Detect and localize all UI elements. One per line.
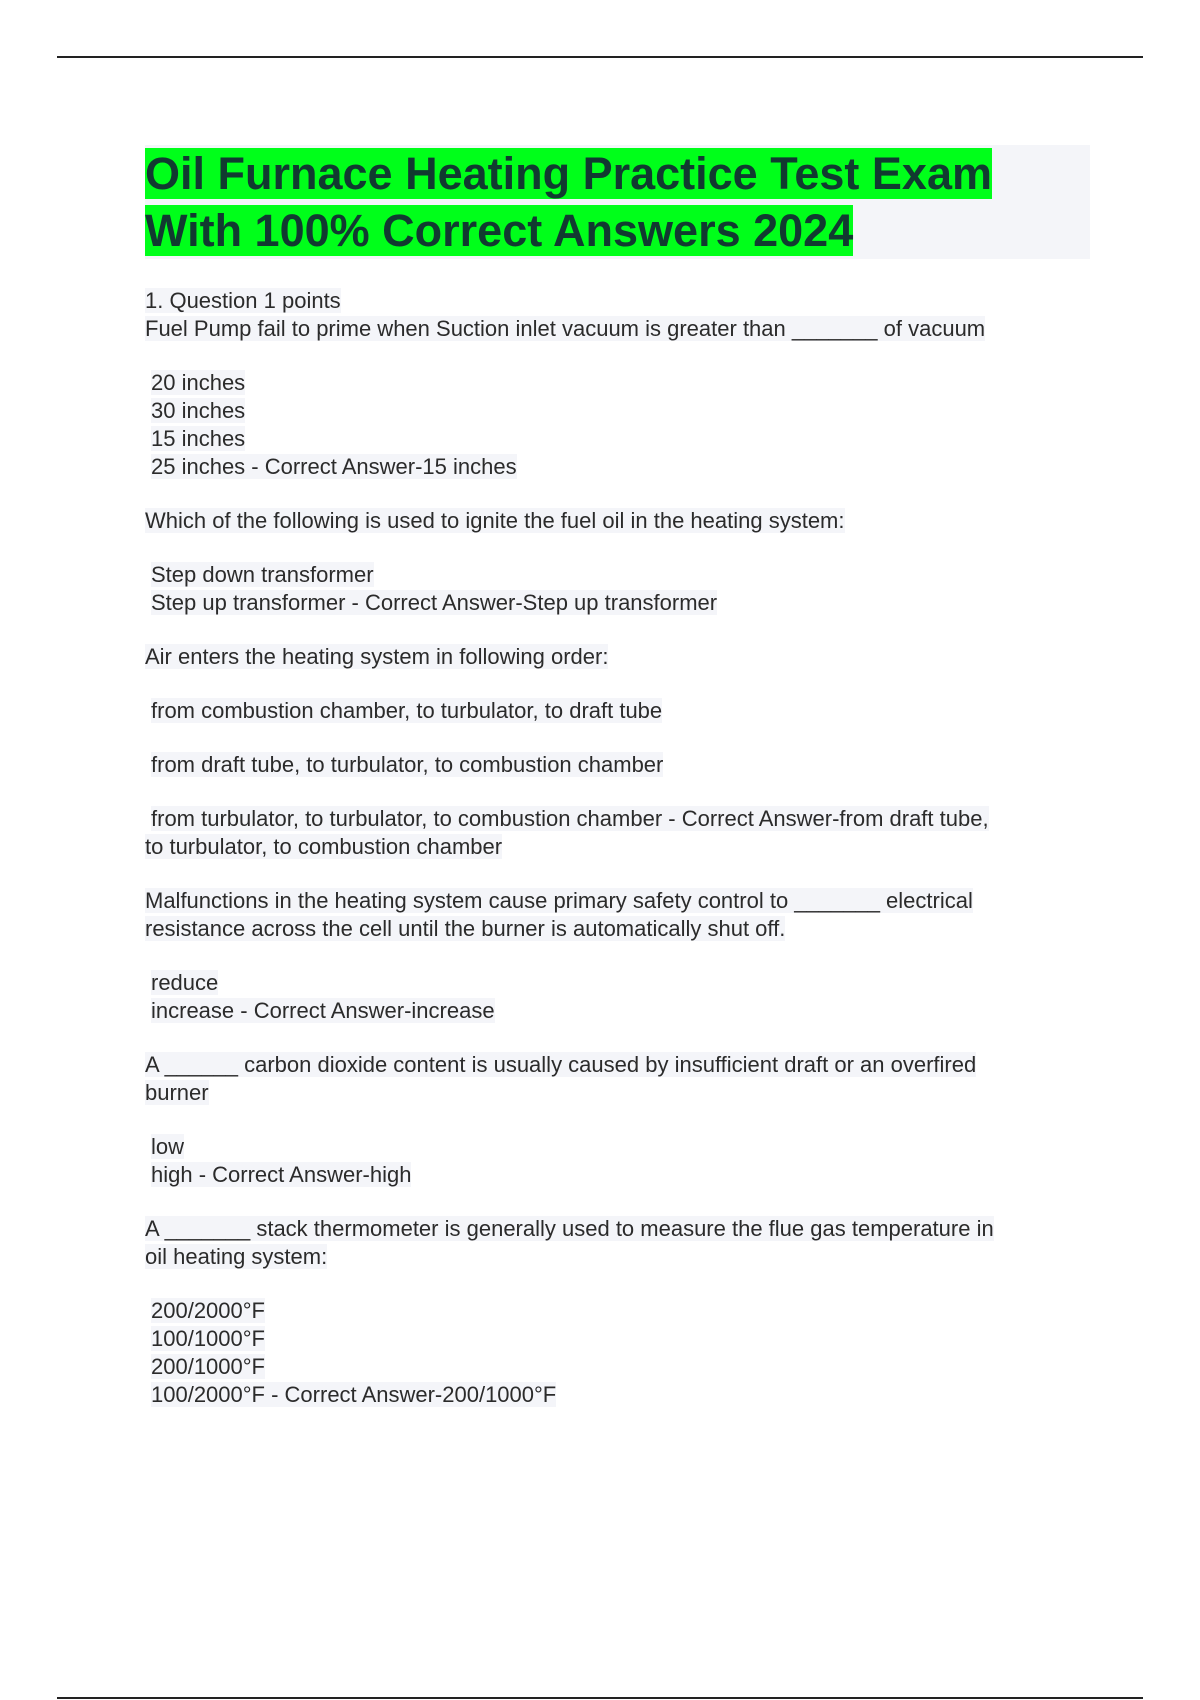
question-3-options — [145, 697, 1090, 861]
question-2 — [145, 507, 1090, 535]
question-text-line-2: oil heating system: — [145, 1244, 328, 1269]
title-line-1: Oil Furnace Heating Practice Test Exam — [145, 148, 992, 199]
question-2-options — [145, 561, 1090, 617]
option: Step down transformer — [151, 562, 374, 587]
question-5-options — [145, 1133, 1090, 1189]
option: reduce — [151, 970, 219, 995]
option: from combustion chamber, to turbulator, to draft tube — [151, 698, 663, 723]
question-4 — [145, 887, 1090, 943]
option: low — [151, 1134, 185, 1159]
option: 30 inches — [151, 398, 246, 423]
option-answer: 25 inches - Correct Answer-15 inches — [151, 454, 517, 479]
option: 20 inches — [151, 370, 246, 395]
option: 15 inches — [151, 426, 246, 451]
question-1-options — [145, 369, 1090, 481]
title-line-2: With 100% Correct Answers 2024 — [145, 205, 854, 256]
option: 200/2000°F — [151, 1298, 265, 1323]
option-answer: Step up transformer - Correct Answer-Step up transformer — [151, 590, 718, 615]
option-answer-continued: to turbulator, to combustion chamber — [145, 834, 503, 859]
question-3 — [145, 643, 1090, 671]
title-block — [145, 145, 1090, 259]
question-text-line-2: resistance across the cell until the burner is automatically shut off. — [145, 916, 786, 941]
question-5 — [145, 1051, 1090, 1107]
option-answer: from turbulator, to turbulator, to combustion chamber - Correct Answer-from draft tube, — [151, 806, 989, 831]
document-body — [145, 145, 1090, 1435]
question-text: Air enters the heating system in following order: — [145, 644, 609, 669]
question-6-options — [145, 1297, 1090, 1409]
option-answer: high - Correct Answer-high — [151, 1162, 412, 1187]
question-text-line-1: A ______ carbon dioxide content is usually caused by insufficient draft or an overfired — [145, 1052, 977, 1077]
option-answer: 100/2000°F - Correct Answer-200/1000°F — [151, 1382, 557, 1407]
question-header: 1. Question 1 points — [145, 288, 341, 313]
question-text-line-1: Malfunctions in the heating system cause primary safety control to _______ electrical — [145, 888, 973, 913]
bottom-rule — [57, 1697, 1143, 1699]
option: 200/1000°F — [151, 1354, 265, 1379]
top-rule — [57, 56, 1143, 58]
option: from draft tube, to turbulator, to combustion chamber — [151, 752, 664, 777]
question-text-line-2: burner — [145, 1080, 209, 1105]
question-text-line-1: A _______ stack thermometer is generally used to measure the flue gas temperature in — [145, 1216, 994, 1241]
question-1 — [145, 287, 1090, 343]
option-answer: increase - Correct Answer-increase — [151, 998, 495, 1023]
question-6 — [145, 1215, 1090, 1271]
question-4-options — [145, 969, 1090, 1025]
document-title — [145, 145, 1090, 259]
question-text: Which of the following is used to ignite the fuel oil in the heating system: — [145, 508, 845, 533]
question-text: Fuel Pump fail to prime when Suction inlet vacuum is greater than _______ of vacuum — [145, 316, 986, 341]
option: 100/1000°F — [151, 1326, 265, 1351]
